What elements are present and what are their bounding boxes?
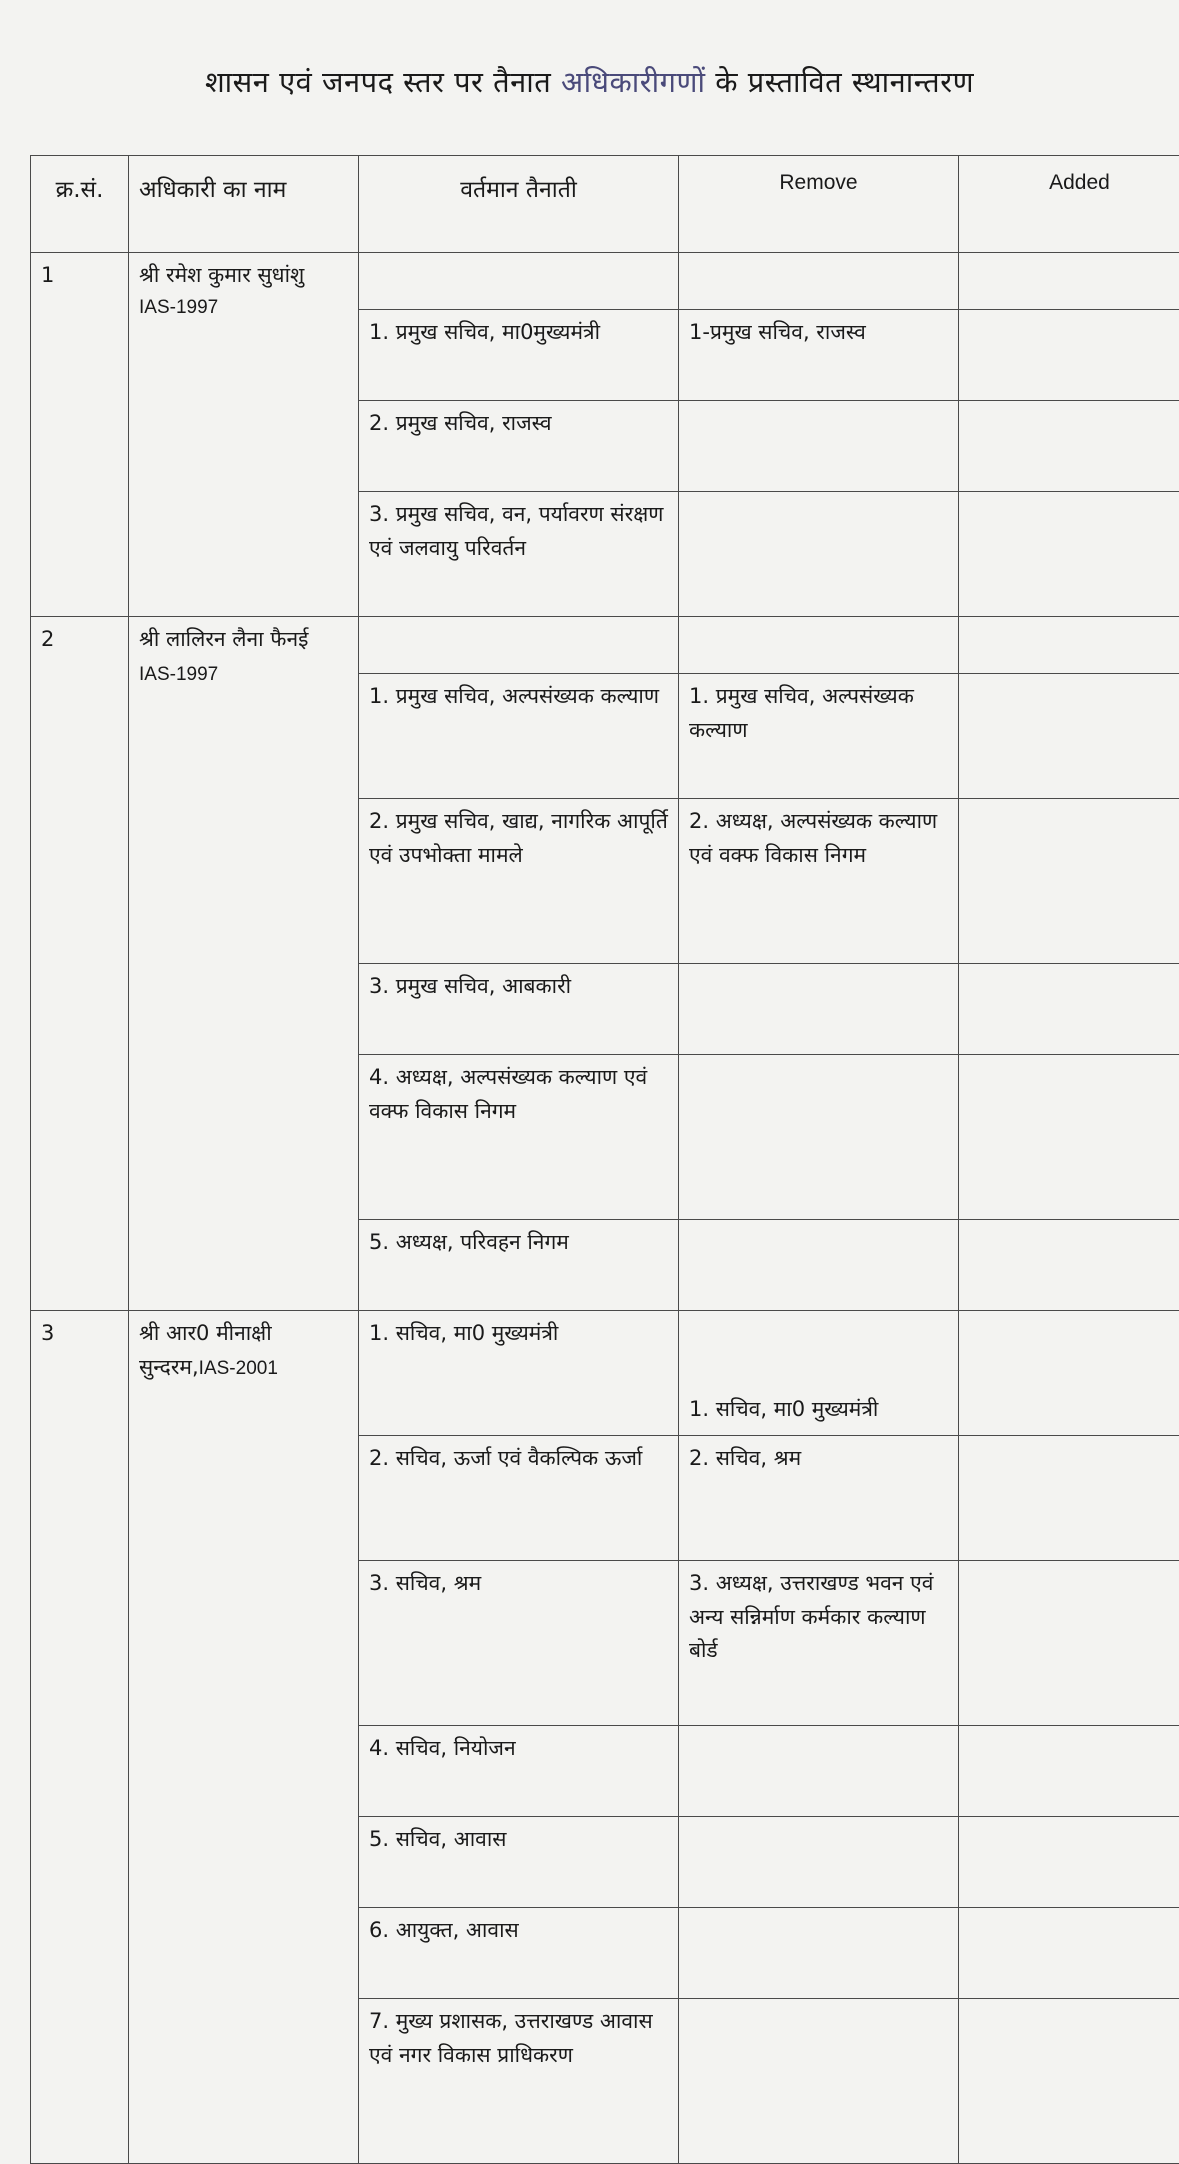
transfer-table: [30, 155, 1179, 2164]
remove-entry: 1. सचिव, मा0 मुख्यमंत्री: [689, 1397, 878, 1421]
added-cell: [959, 492, 1179, 617]
added-cell: [959, 1055, 1179, 1220]
current-posting-cell: 5. सचिव, आवास: [359, 1817, 679, 1908]
serial-cell: 2: [31, 617, 129, 1311]
current-posting-cell: 2. प्रमुख सचिव, खाद्य, नागरिक आपूर्ति एवं उपभोक्ता मामले: [359, 799, 679, 964]
current-posting-cell: 2. सचिव, ऊर्जा एवं वैकल्पिक ऊर्जा: [359, 1436, 679, 1561]
current-posting-cell: 3. सचिव, श्रम: [359, 1561, 679, 1726]
remove-cell: [679, 253, 959, 310]
remove-cell: [679, 492, 959, 617]
page-title: [0, 62, 1179, 101]
added-cell: [959, 674, 1179, 799]
serial-cell: 1: [31, 253, 129, 617]
current-posting-cell: 7. मुख्य प्रशासक, उत्तराखण्ड आवास एवं नगर विकास प्राधिकरण: [359, 1999, 679, 2164]
added-cell: [959, 617, 1179, 674]
remove-cell: [679, 1908, 959, 1999]
remove-cell: [679, 1817, 959, 1908]
officer-cell: [129, 617, 359, 1311]
remove-cell: [679, 1999, 959, 2164]
header-officer-name: अधिकारी का नाम: [129, 156, 359, 253]
remove-cell: 1-प्रमुख सचिव, राजस्व: [679, 310, 959, 401]
remove-cell: [679, 964, 959, 1055]
added-cell: [959, 253, 1179, 310]
current-posting-cell: [359, 253, 679, 310]
added-cell: [959, 1220, 1179, 1311]
remove-cell: [679, 1055, 959, 1220]
remove-cell: 3. अध्यक्ष, उत्तराखण्ड भवन एवं अन्य सन्निर्माण कर्मकार कल्याण बोर्ड: [679, 1561, 959, 1726]
current-posting-cell: 5. अध्यक्ष, परिवहन निगम: [359, 1220, 679, 1311]
officer-name: श्री रमेश कुमार सुधांशु: [139, 259, 348, 293]
current-posting-cell: 1. सचिव, मा0 मुख्यमंत्री: [359, 1311, 679, 1436]
serial-cell: 3: [31, 1311, 129, 2164]
header-row: [31, 156, 1179, 253]
current-posting-cell: 3. प्रमुख सचिव, वन, पर्यावरण संरक्षण एवं जलवायु परिवर्तन: [359, 492, 679, 617]
title-part-2: अधिकारीगणों: [561, 65, 705, 99]
remove-cell: [679, 617, 959, 674]
current-posting-cell: 3. प्रमुख सचिव, आबकारी: [359, 964, 679, 1055]
header-remove: Remove: [679, 156, 959, 253]
officer-name: श्री लालिरन लैना फैनई: [139, 627, 308, 651]
added-cell: [959, 1311, 1179, 1436]
added-cell: [959, 964, 1179, 1055]
added-cell: [959, 1561, 1179, 1726]
officer-batch: IAS-2001: [199, 1358, 278, 1379]
remove-cell: 2. सचिव, श्रम: [679, 1436, 959, 1561]
added-cell: [959, 1817, 1179, 1908]
current-posting-cell: 4. अध्यक्ष, अल्पसंख्यक कल्याण एवं वक्फ विकास निगम: [359, 1055, 679, 1220]
added-cell: [959, 401, 1179, 492]
current-posting-cell: [359, 617, 679, 674]
added-cell: [959, 1436, 1179, 1561]
remove-cell: [679, 401, 959, 492]
header-current-posting: वर्तमान तैनाती: [359, 156, 679, 253]
table-row: [31, 617, 1179, 674]
remove-cell: [679, 1311, 959, 1436]
header-added: Added: [959, 156, 1179, 253]
added-cell: [959, 1726, 1179, 1817]
remove-cell: [679, 1220, 959, 1311]
added-cell: [959, 1908, 1179, 1999]
officer-name: श्री आर0 मीनाक्षी सुन्दरम,: [139, 1321, 272, 1379]
header-serial: क्र.सं.: [31, 156, 129, 253]
added-cell: [959, 310, 1179, 401]
current-posting-cell: 4. सचिव, नियोजन: [359, 1726, 679, 1817]
remove-cell: [679, 1726, 959, 1817]
officer-batch: IAS-1997: [139, 664, 218, 685]
table-row: [31, 253, 1179, 310]
current-posting-cell: 2. प्रमुख सचिव, राजस्व: [359, 401, 679, 492]
current-posting-cell: 1. प्रमुख सचिव, अल्पसंख्यक कल्याण: [359, 674, 679, 799]
title-part-3: के प्रस्तावित स्थानान्तरण: [715, 65, 974, 99]
added-cell: [959, 1999, 1179, 2164]
officer-batch: IAS-1997: [139, 293, 348, 323]
added-cell: [959, 799, 1179, 964]
remove-cell: 1. प्रमुख सचिव, अल्पसंख्यक कल्याण: [679, 674, 959, 799]
title-part-1: शासन एवं जनपद स्तर पर तैनात: [205, 65, 551, 99]
officer-cell: [129, 1311, 359, 2164]
current-posting-cell: 6. आयुक्त, आवास: [359, 1908, 679, 1999]
current-posting-cell: 1. प्रमुख सचिव, मा0मुख्यमंत्री: [359, 310, 679, 401]
officer-cell: [129, 253, 359, 617]
table-row: [31, 1311, 1179, 1436]
remove-cell: 2. अध्यक्ष, अल्पसंख्यक कल्याण एवं वक्फ विकास निगम: [679, 799, 959, 964]
